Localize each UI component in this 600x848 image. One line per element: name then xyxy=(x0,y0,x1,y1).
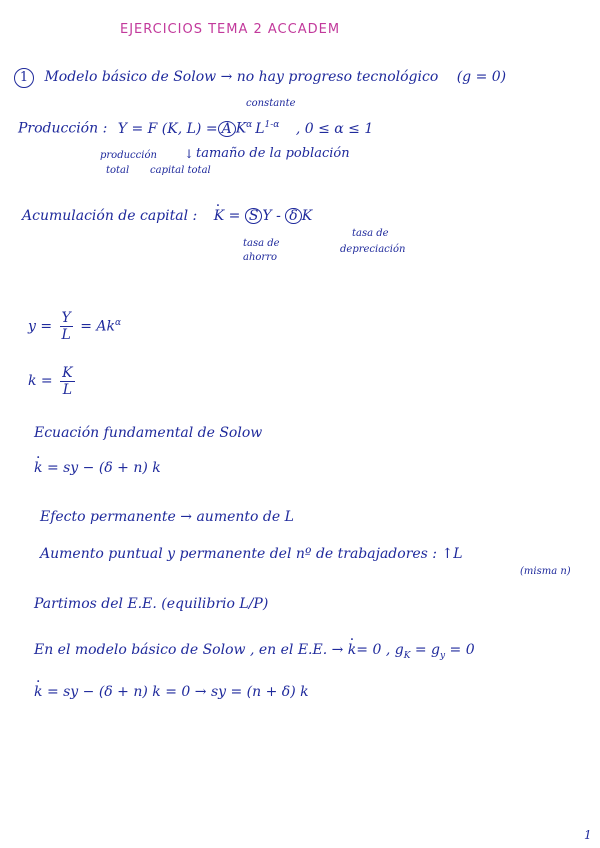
per-capita-output-equation xyxy=(28,306,121,344)
Y-over-L-fraction xyxy=(60,310,73,343)
capital-K: K xyxy=(235,120,247,137)
fraction-L2: L xyxy=(62,381,72,398)
final-equation-text: = sy − (δ + n) k = 0 → sy = (n + δ) k xyxy=(46,684,309,700)
note-poblacion xyxy=(184,145,350,163)
acumulacion-Y: Y - xyxy=(262,208,281,224)
modelo-ee-rest2: = g xyxy=(410,642,441,658)
arrow-down-icon: ↓ xyxy=(184,147,195,161)
per-capita-capital-equation xyxy=(28,364,78,398)
partimos-line: Partimos del E.E. (equilibrio L/P) xyxy=(34,596,269,612)
y-rhs: = Ak xyxy=(80,318,116,335)
section-heading xyxy=(14,68,506,88)
note-produccion: producción xyxy=(100,150,157,161)
fundamental-equation xyxy=(34,459,161,477)
modelo-ee-line xyxy=(34,641,475,665)
note-ahorro-1: tasa de xyxy=(243,238,280,249)
aumento-line: Aumento puntual y permanente del nº de trabajadores : ↑L xyxy=(40,546,463,562)
k-dot: · K xyxy=(214,208,224,224)
produccion-prefix: Y = F (K, L) = xyxy=(117,120,218,137)
modelo-ee-rest: = 0 , g xyxy=(356,642,404,658)
g-label: (g = 0) xyxy=(456,69,507,85)
fundamental-label: Ecuación fundamental de Solow xyxy=(34,425,263,441)
misma-n-note: (misma n) xyxy=(520,566,571,577)
note-depreciacion-1: tasa de xyxy=(352,228,389,239)
acumulacion-equation xyxy=(22,207,312,225)
note-poblacion-text: tamaño de la población xyxy=(196,146,350,161)
produccion-label: Producción : xyxy=(18,120,108,137)
alpha-condition: , 0 ≤ α ≤ 1 xyxy=(295,120,374,137)
final-equation xyxy=(34,683,309,701)
fraction-Y: Y xyxy=(61,310,71,327)
depreciation-delta: δ xyxy=(285,208,301,224)
note-depreciacion-2: depreciación xyxy=(340,244,406,255)
page-title: EJERCICIOS TEMA 2 ACCADEM xyxy=(120,22,341,37)
constant-A: A xyxy=(218,121,236,137)
g-y-sub: y xyxy=(440,650,446,661)
fraction-L: L xyxy=(61,327,71,344)
alpha-exponent: α xyxy=(246,120,253,130)
one-minus-alpha-exponent: 1-α xyxy=(264,120,280,130)
fundamental-k-dot: · k xyxy=(34,460,42,476)
page-number: 1 xyxy=(584,828,592,842)
savings-s: S xyxy=(245,208,263,224)
acumulacion-eq: = xyxy=(228,208,241,224)
constante-note: constante xyxy=(246,98,296,109)
final-k-dot: · k xyxy=(34,684,42,700)
modelo-ee-rest3: = 0 xyxy=(445,642,475,658)
note-capital-total: capital total xyxy=(150,165,211,176)
k-lhs: k = xyxy=(28,373,53,389)
heading-text: Modelo básico de Solow → no hay progreso tecnológico xyxy=(44,69,439,85)
g-k-sub: K xyxy=(403,650,411,661)
fundamental-rhs: = sy − (δ + n) k xyxy=(46,460,161,476)
section-number: 1 xyxy=(14,68,34,88)
produccion-equation xyxy=(18,116,373,138)
acumulacion-label: Acumulación de capital : xyxy=(22,208,198,224)
acumulacion-K: K xyxy=(301,208,313,224)
y-alpha-exponent: α xyxy=(115,318,122,328)
modelo-ee-k-dot: · k xyxy=(348,642,356,658)
modelo-ee-text: En el modelo básico de Solow , en el E.E. → xyxy=(34,642,344,658)
K-over-L-fraction xyxy=(60,365,74,398)
efecto-line: Efecto permanente → aumento de L xyxy=(40,509,294,525)
note-total: total xyxy=(106,165,130,176)
note-ahorro-2: ahorro xyxy=(243,252,278,263)
fraction-K: K xyxy=(62,364,73,381)
labor-L: L xyxy=(255,120,265,137)
y-lhs: y = xyxy=(28,318,53,335)
